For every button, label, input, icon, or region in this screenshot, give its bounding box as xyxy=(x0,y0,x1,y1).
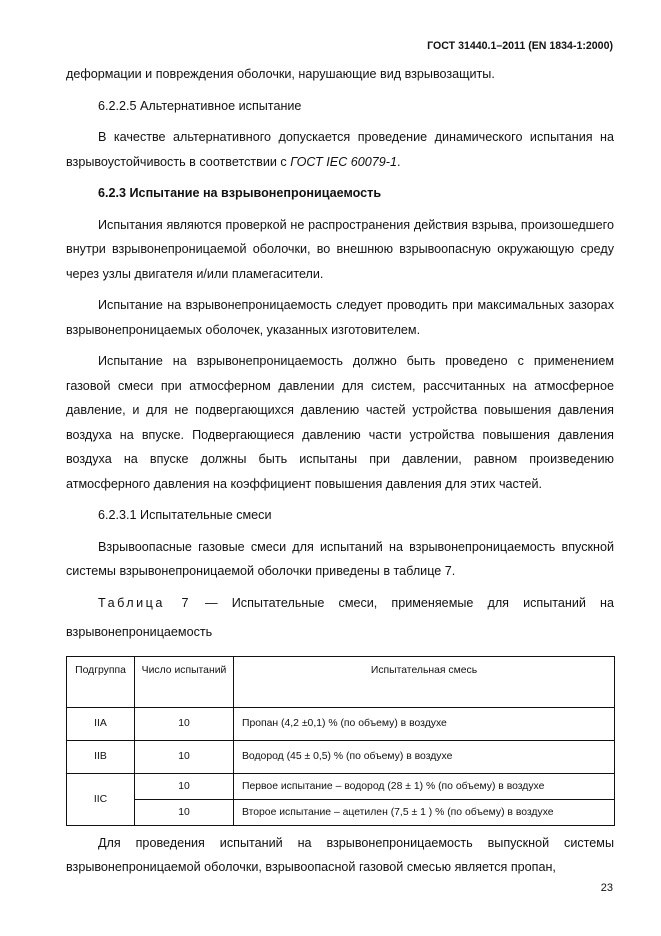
page-content xyxy=(66,62,614,880)
paragraph-text-end: . xyxy=(397,154,401,169)
table-header-row xyxy=(67,656,615,707)
table-caption-label: Таблица 7 xyxy=(98,595,191,610)
table-row xyxy=(67,740,615,773)
section-heading-6-2-3: 6.2.3 Испытание на взрывонепроницаемость xyxy=(98,186,382,200)
cell-mixture: Пропан (4,2 ±0,1) % (по объему) в воздухе xyxy=(234,707,615,740)
cell-count: 10 xyxy=(135,740,234,773)
cell-mixture: Второе испытание – ацетилен (7,5 ± 1 ) % (по объему) в воздухе xyxy=(234,799,615,825)
cell-mixture: Водород (45 ± 0,5) % (по объему) в воздухе xyxy=(234,740,615,773)
paragraph-test-mixtures: Взрывоопасные газовые смеси для испытаний на взрывонепроницаемость впускной системы взрывонепроницаемой оболочки приведены в таблице 7. xyxy=(66,539,614,578)
table-caption-line2: взрывонепроницаемость xyxy=(66,625,213,639)
cell-mixture: Первое испытание – водород (28 ± 1) % (по объему) в воздухе xyxy=(234,773,615,799)
page-number: 23 xyxy=(600,882,613,894)
cell-count: 10 xyxy=(135,799,234,825)
paragraph-max-gaps: Испытание на взрывонепроницаемость следует проводить при максимальных зазорах взрывонепроницаемых оболочек, указанных изготовителем. xyxy=(66,298,614,337)
document-header: ГОСТ 31440.1–2011 (EN 1834-1:2000) xyxy=(427,40,613,52)
header-test-count: Число испытаний xyxy=(135,656,234,707)
table-caption xyxy=(66,591,614,616)
table-row xyxy=(67,799,615,825)
cell-count: 10 xyxy=(135,773,234,799)
section-heading-6-2-2-5: 6.2.2.5 Альтернативное испытание xyxy=(98,98,302,113)
paragraph-alternative-test xyxy=(66,125,614,174)
section-heading-6-2-3-1: 6.2.3.1 Испытательные смеси xyxy=(98,508,272,522)
standard-reference: ГОСТ IEC 60079-1 xyxy=(290,154,398,169)
cell-subgroup: IIB xyxy=(67,740,135,773)
test-mixtures-table xyxy=(66,656,615,826)
paragraph-tests-purpose: Испытания являются проверкой не распространения действия взрыва, произошедшего внутри взрывонепроницаемой оболочки, во внешнюю взрывоопасную окружающую среду через узлы двигателя и/или пламегасители. xyxy=(66,217,614,281)
cell-subgroup: IIA xyxy=(67,707,135,740)
table-row xyxy=(67,773,615,799)
paragraph-exhaust-system: Для проведения испытаний на взрывонепроницаемость выпускной системы взрывонепроницаемой оболочки, взрывоопасной газовой смесью является пропан, xyxy=(66,835,614,874)
header-test-mixture: Испытательная смесь xyxy=(234,656,615,707)
table-row xyxy=(67,707,615,740)
paragraph-continuation: деформации и повреждения оболочки, нарушающие вид взрывозащиты. xyxy=(66,67,495,81)
header-subgroup: Подгруппа xyxy=(67,656,135,707)
paragraph-text: В качестве альтернативного допускается проведение динамического испытания на взрывоустойчивость в соответствии с xyxy=(66,130,614,169)
paragraph-gas-mixture: Испытание на взрывонепроницаемость должно быть проведено с применением газовой смеси при атмосферном давлении для систем, рассчитанных на атмосферное давление, и для не подвергающихся давлению частей устройства повышения давления воздуха на впуске. Подвергающиеся давлению части устройства повышения давления воздуха на впуске должны быть испытаны при давлении, равном произведению атмосферного давления на коэффициент повышения давления для этих частей. xyxy=(66,354,614,491)
cell-count: 10 xyxy=(135,707,234,740)
table-caption-text: — Испытательные смеси, применяемые для испытаний на xyxy=(190,595,614,610)
cell-subgroup: IIC xyxy=(67,773,135,825)
